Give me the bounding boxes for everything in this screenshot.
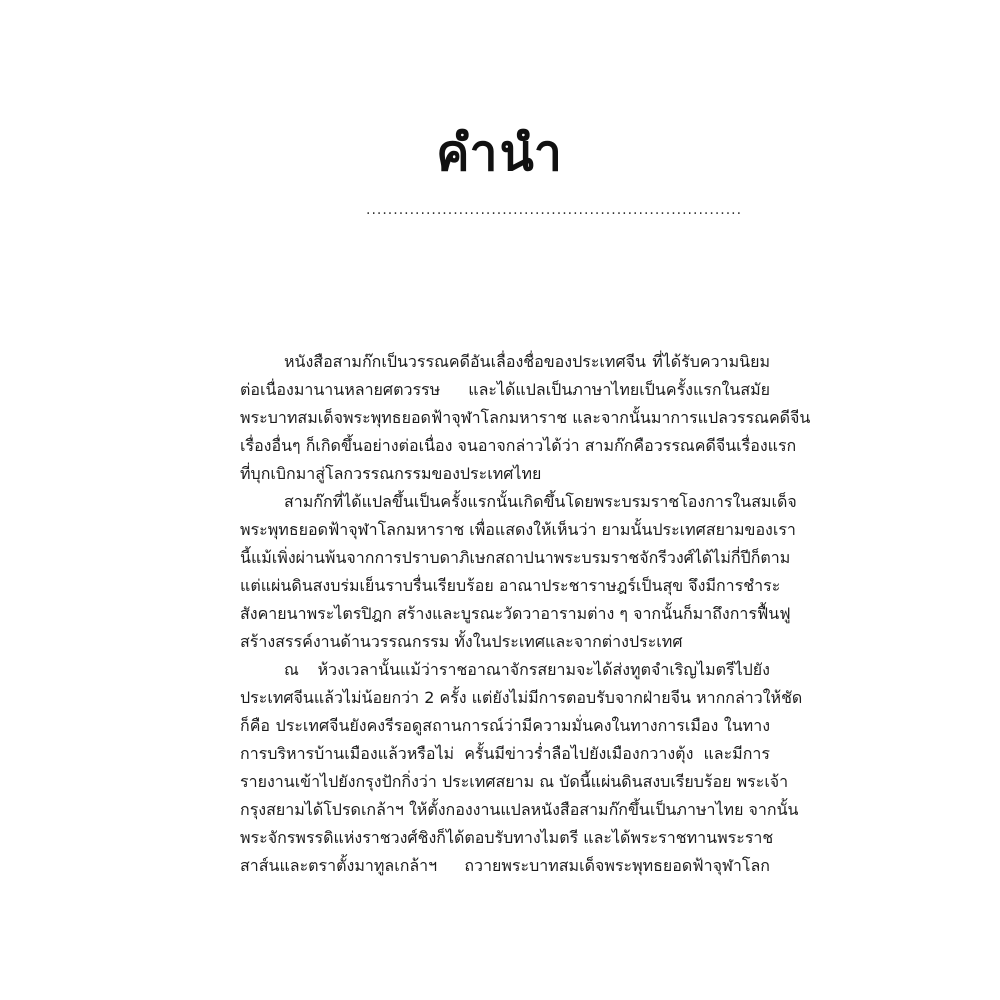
paragraph-line: ที่บุกเบิกมาสู่โลกวรรณกรรมของประเทศไทย [240, 464, 542, 483]
paragraph-line: สามก๊กที่ได้แปลขึ้นเป็นครั้งแรกนั้นเกิดขึ้นโดยพระบรมราชโองการในสมเด็จ [284, 492, 797, 511]
paragraph-line: หนังสือสามก๊กเป็นวรรณคดีอันเลื่องชื่อของประเทศจีน ที่ได้รับความนิยม [284, 352, 770, 371]
paragraph-line: การบริหารบ้านเมืองแล้วหรือไม่ ครั้นมีข่าวร่ำลือไปยังเมืองกวางตุ้ง และมีการ [240, 744, 770, 763]
paragraph-line: นี้แม้เพิ่งผ่านพ้นจากการปราบดาภิเษกสถาปนาพระบรมราชจักรีวงศ์ได้ไม่กี่ปีก็ตาม [240, 548, 791, 567]
paragraph-line: พระจักรพรรดิแห่งราชวงศ์ชิงก็ได้ตอบรับทางไมตรี และได้พระราชทานพระราช [240, 828, 774, 847]
paragraph-line: สร้างสรรค์งานด้านวรรณกรรม ทั้งในประเทศและจากต่างประเทศ [240, 632, 683, 651]
page-title: คำนำ [436, 124, 564, 182]
title-separator: ..................................................................... [366, 202, 743, 218]
paragraph-line: ก็คือ ประเทศจีนยังคงรีรอดูสถานการณ์ว่ามีความมั่นคงในทางการเมือง ในทาง [240, 716, 770, 735]
paragraph-line: แต่แผ่นดินสงบร่มเย็นราบรื่นเรียบร้อย อาณาประชาราษฎร์เป็นสุข จึงมีการชำระ [240, 576, 781, 595]
paragraph-line: สังคายนาพระไตรปิฎก สร้างและบูรณะวัดวาอารามต่าง ๆ จากนั้นก็มาถึงการฟื้นฟู [240, 604, 791, 623]
paragraph-line: กรุงสยามได้โปรดเกล้าฯ ให้ตั้งกองงานแปลหนังสือสามก๊กขึ้นเป็นภาษาไทย จากนั้น [240, 800, 799, 819]
paragraph-line: เรื่องอื่นๆ ก็เกิดขึ้นอย่างต่อเนื่อง จนอาจกล่าวได้ว่า สามก๊กคือวรรณคดีจีนเรื่องแรก [240, 436, 797, 455]
paragraph-line: พระพุทธยอดฟ้าจุฬาโลกมหาราช เพื่อแสดงให้เห็นว่า ยามนั้นประเทศสยามของเรา [240, 520, 796, 539]
paragraph-line: พระบาทสมเด็จพระพุทธยอดฟ้าจุฬาโลกมหาราช และจากนั้นมาการแปลวรรณคดีจีน [240, 408, 811, 427]
paragraph-line: ต่อเนื่องมานานหลายศตวรรษ และได้แปลเป็นภาษาไทยเป็นครั้งแรกในสมัย [240, 380, 770, 399]
paragraph-line: ณ ห้วงเวลานั้นแม้ว่าราชอาณาจักรสยามจะได้ส่งทูตจำเริญไมตรีไปยัง [284, 660, 770, 679]
paragraph-line: ประเทศจีนแล้วไม่น้อยกว่า 2 ครั้ง แต่ยังไม่มีการตอบรับจากฝ่ายจีน หากกล่าวให้ชัด [240, 688, 803, 707]
paragraph-line: รายงานเข้าไปยังกรุงปักกิ่งว่า ประเทศสยาม ณ บัดนี้แผ่นดินสงบเรียบร้อย พระเจ้า [240, 772, 789, 791]
paragraph-line: สาส์นและตราตั้งมาทูลเกล้าฯ ถวายพระบาทสมเด็จพระพุทธยอดฟ้าจุฬาโลก [240, 856, 770, 875]
preface-body [240, 348, 811, 880]
